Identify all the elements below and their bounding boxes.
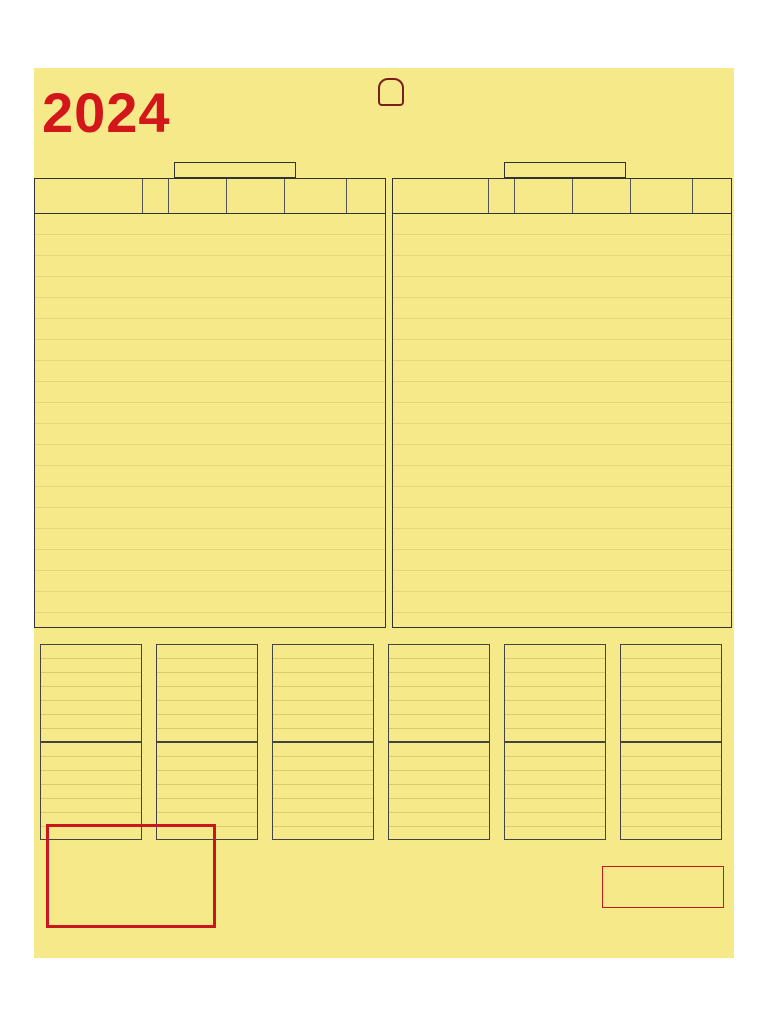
footnotes	[224, 826, 634, 896]
month-calendar	[272, 632, 374, 744]
month-calendar	[156, 632, 258, 744]
publisher-stamp	[46, 824, 216, 928]
signature-block	[602, 866, 724, 908]
calendar-sheet	[34, 68, 734, 958]
month-calendar	[388, 632, 490, 744]
table-header	[35, 179, 385, 214]
table-header	[393, 179, 731, 214]
month-calendar	[620, 730, 722, 842]
month-calendar	[40, 632, 142, 744]
restricted-holidays-table	[392, 178, 732, 628]
month-calendar	[504, 632, 606, 744]
restricted-holidays-title	[504, 162, 626, 178]
table-body	[393, 214, 731, 626]
month-calendar	[620, 632, 722, 744]
state-emblem-icon	[378, 78, 404, 106]
year-title: 2024	[42, 81, 171, 144]
gazetted-holidays-title	[174, 162, 296, 178]
table-body	[35, 214, 385, 626]
gazetted-holidays-table	[34, 178, 386, 628]
